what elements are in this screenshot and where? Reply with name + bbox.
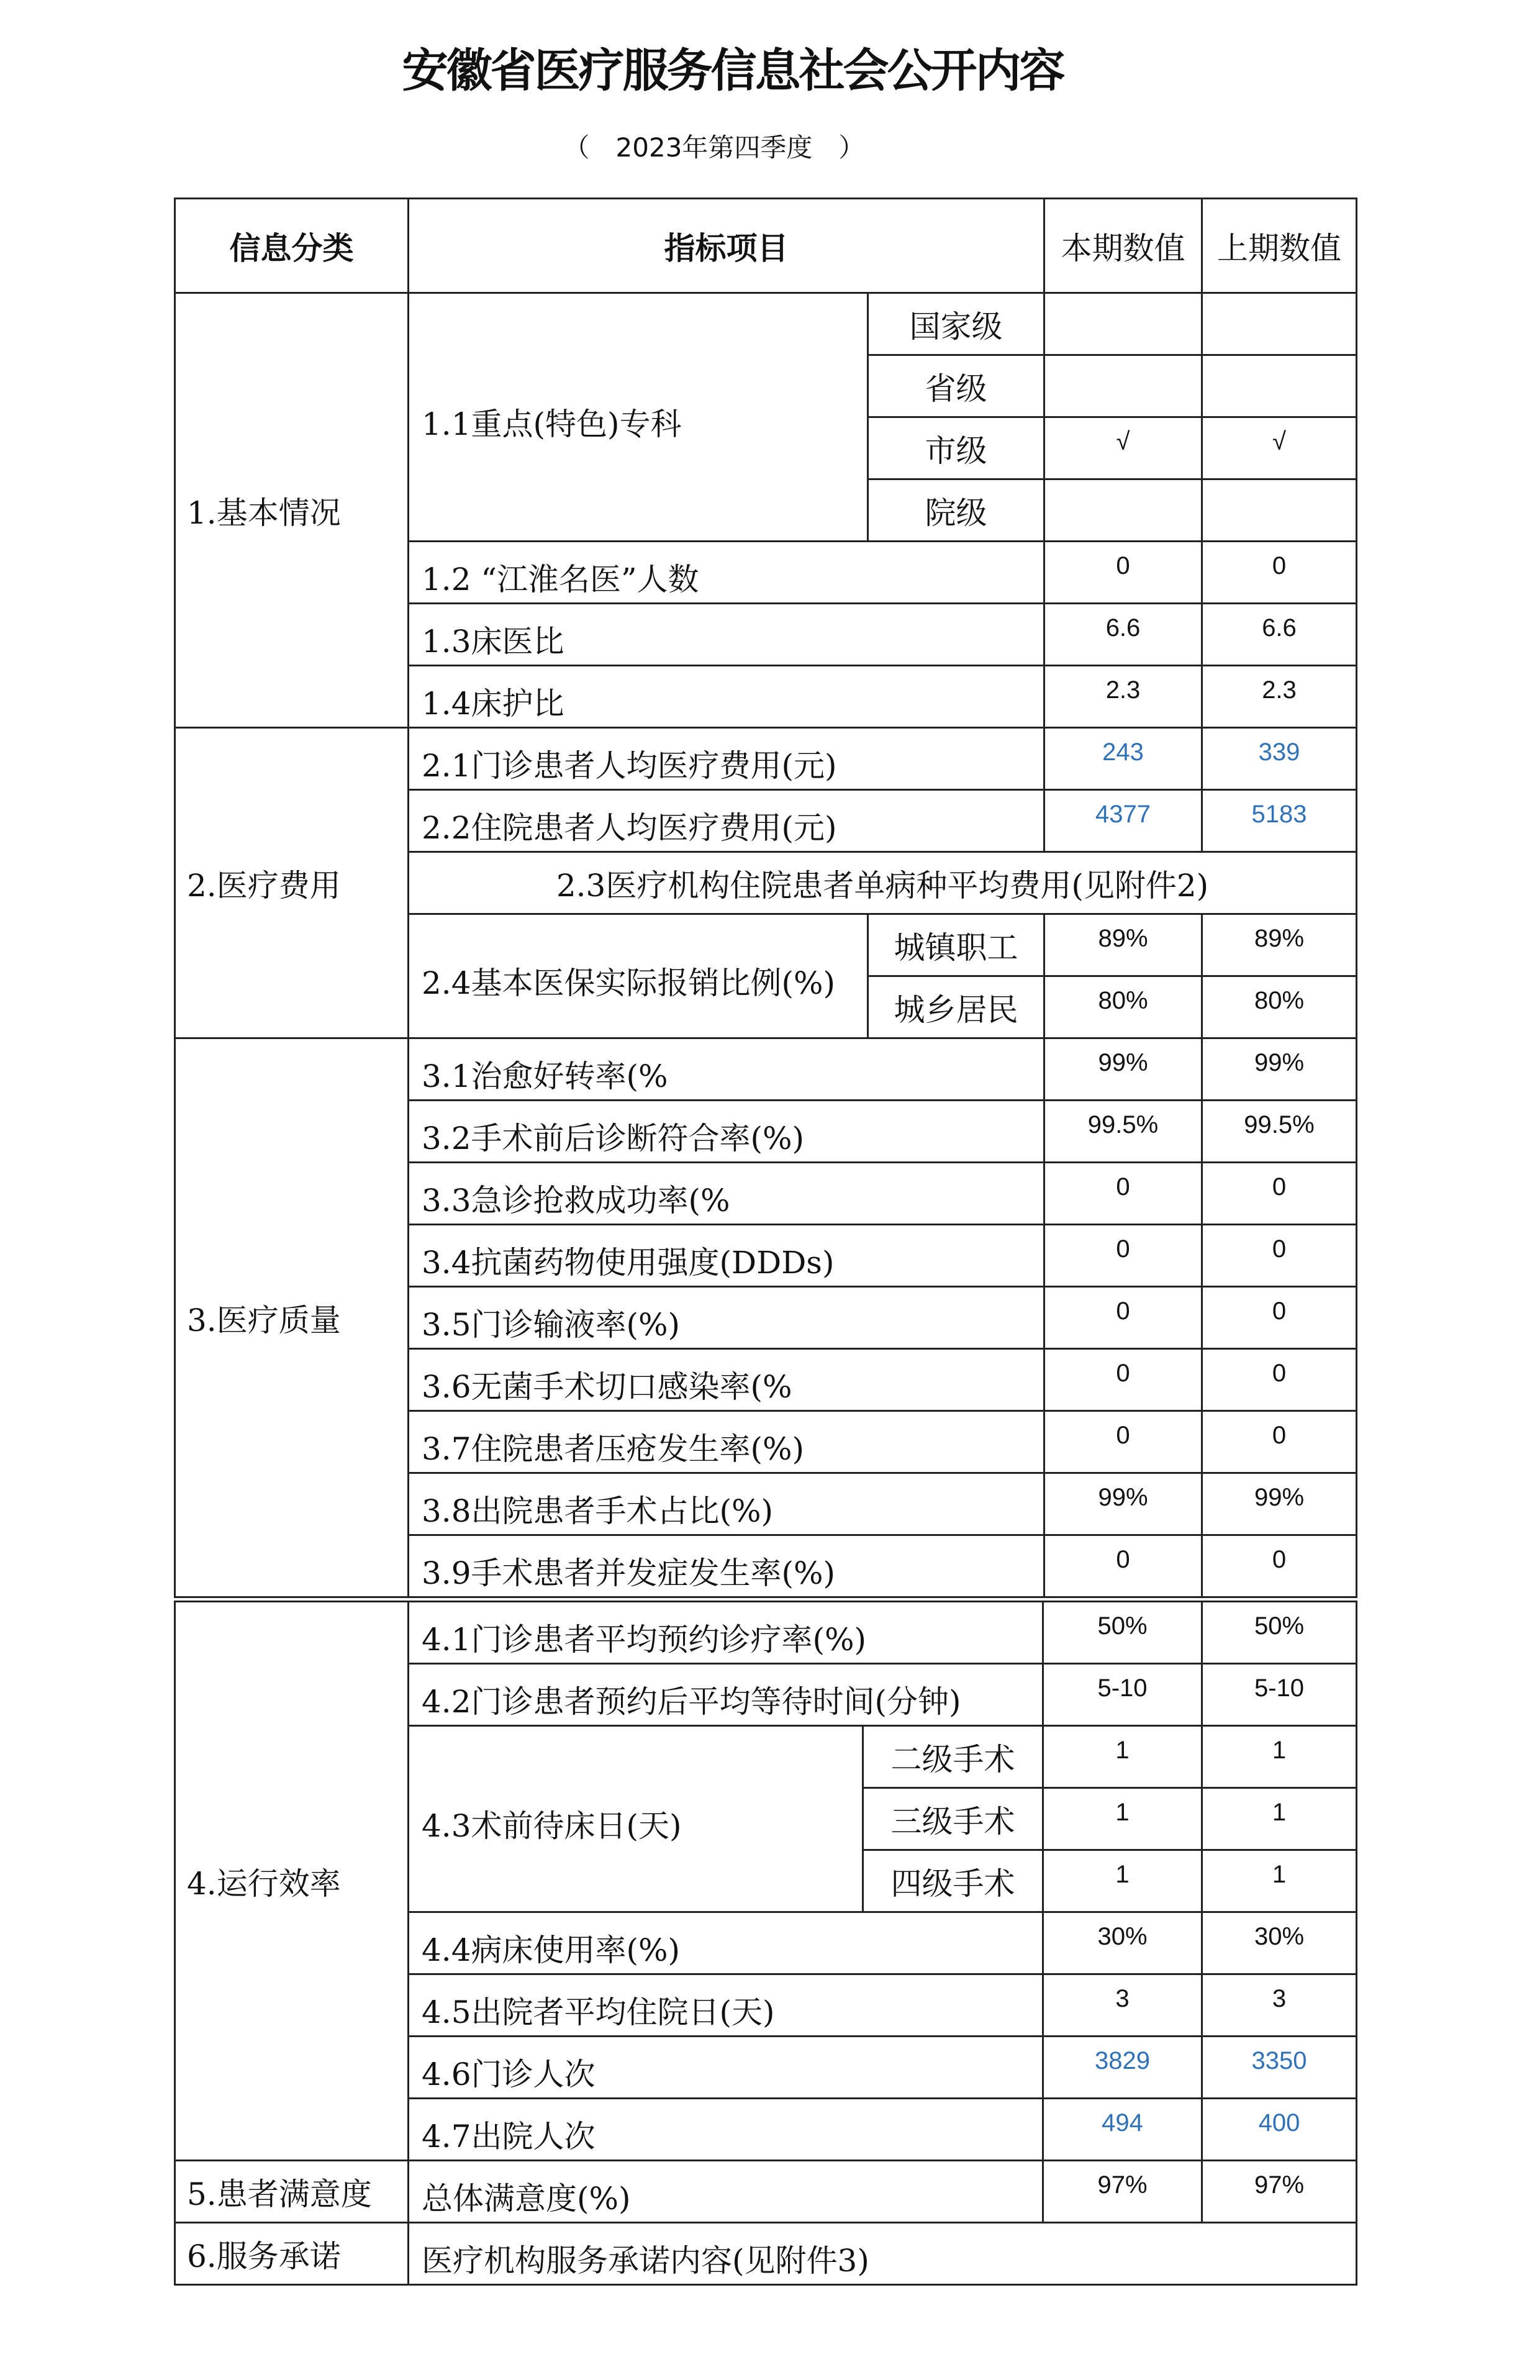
previous-value: 6.6 — [1202, 604, 1357, 666]
previous-value: 0 — [1202, 1287, 1357, 1349]
table-row — [175, 293, 1357, 355]
current-value — [1044, 355, 1202, 417]
header-current: 本期数值 — [1044, 199, 1202, 293]
header-indicator: 指标项目 — [409, 199, 1044, 293]
header-category: 信息分类 — [175, 199, 409, 293]
previous-value: 0 — [1202, 1225, 1357, 1287]
page-title: 安徽省医疗服务信息社会公开内容 — [402, 44, 1064, 98]
previous-value — [1202, 355, 1357, 417]
sub-indicator-cell: 院级 — [868, 479, 1044, 542]
current-value: 0 — [1044, 542, 1202, 604]
indicator-cell: 4.2门诊患者预约后平均等待时间(分钟) — [409, 1664, 1043, 1726]
current-value: 3 — [1043, 1974, 1202, 2037]
indicator-cell: 1.3床医比 — [409, 604, 1044, 666]
current-value: 0 — [1044, 1225, 1202, 1287]
indicator-cell: 3.8出院患者手术占比(%) — [409, 1473, 1044, 1535]
current-value: 4377 — [1044, 790, 1202, 852]
category-cell: 5.患者满意度 — [175, 2161, 409, 2223]
previous-value: 50% — [1202, 1602, 1357, 1664]
indicator-cell: 4.6门诊人次 — [409, 2037, 1043, 2099]
previous-value: 0 — [1202, 1163, 1357, 1225]
current-value: 30% — [1043, 1912, 1202, 1974]
sub-indicator-cell: 四级手术 — [863, 1850, 1043, 1912]
current-value: 80% — [1044, 976, 1202, 1038]
table-row — [175, 2223, 1357, 2285]
sub-indicator-cell: 国家级 — [868, 293, 1044, 355]
period-subtitle: （ 2023年第四季度 ） — [563, 132, 865, 163]
info-table-part1 — [174, 198, 1357, 1598]
sub-indicator-cell: 城乡居民 — [868, 976, 1044, 1038]
previous-value: √ — [1202, 417, 1357, 479]
indicator-cell: 4.4病床使用率(%) — [409, 1912, 1043, 1974]
indicator-cell: 医疗机构服务承诺内容(见附件3) — [409, 2223, 1357, 2285]
current-value: √ — [1044, 417, 1202, 479]
sub-indicator-cell: 省级 — [868, 355, 1044, 417]
previous-value: 1 — [1202, 1788, 1357, 1850]
previous-value: 5-10 — [1202, 1664, 1357, 1726]
current-value: 0 — [1044, 1163, 1202, 1225]
previous-value: 89% — [1202, 914, 1357, 976]
table-row — [175, 2161, 1357, 2223]
current-value: 97% — [1043, 2161, 1202, 2223]
indicator-cell: 3.4抗菌药物使用强度(DDDs) — [409, 1225, 1044, 1287]
previous-value: 1 — [1202, 1726, 1357, 1788]
previous-value: 0 — [1202, 542, 1357, 604]
previous-value: 99% — [1202, 1038, 1357, 1101]
current-value: 0 — [1044, 1535, 1202, 1597]
previous-value: 3 — [1202, 1974, 1357, 2037]
sub-indicator-cell: 城镇职工 — [868, 914, 1044, 976]
indicator-cell: 3.6无菌手术切口感染率(% — [409, 1349, 1044, 1411]
previous-value: 339 — [1202, 728, 1357, 790]
current-value: 50% — [1043, 1602, 1202, 1664]
category-cell: 6.服务承诺 — [175, 2223, 409, 2285]
current-value: 99% — [1044, 1473, 1202, 1535]
indicator-cell: 3.3急诊抢救成功率(% — [409, 1163, 1044, 1225]
indicator-cell: 2.4基本医保实际报销比例(%) — [409, 914, 868, 1038]
current-value — [1044, 479, 1202, 542]
current-value: 243 — [1044, 728, 1202, 790]
current-value: 2.3 — [1044, 666, 1202, 728]
header-previous: 上期数值 — [1202, 199, 1357, 293]
sub-indicator-cell: 市级 — [868, 417, 1044, 479]
previous-value: 0 — [1202, 1411, 1357, 1473]
category-cell: 1.基本情况 — [175, 293, 409, 728]
current-value: 1 — [1043, 1726, 1202, 1788]
indicator-cell: 总体满意度(%) — [409, 2161, 1043, 2223]
current-value: 5-10 — [1043, 1664, 1202, 1726]
previous-value — [1202, 479, 1357, 542]
current-value: 6.6 — [1044, 604, 1202, 666]
current-value: 99.5% — [1044, 1101, 1202, 1163]
previous-value: 2.3 — [1202, 666, 1357, 728]
current-value: 0 — [1044, 1287, 1202, 1349]
category-cell: 4.运行效率 — [175, 1602, 409, 2161]
current-value: 0 — [1044, 1349, 1202, 1411]
current-value: 89% — [1044, 914, 1202, 976]
sub-indicator-cell: 三级手术 — [863, 1788, 1043, 1850]
table-row — [175, 1038, 1357, 1101]
previous-value: 400 — [1202, 2099, 1357, 2161]
current-value — [1044, 293, 1202, 355]
indicator-cell: 3.2手术前后诊断符合率(%) — [409, 1101, 1044, 1163]
current-value: 3829 — [1043, 2037, 1202, 2099]
previous-value — [1202, 293, 1357, 355]
previous-value: 80% — [1202, 976, 1357, 1038]
indicator-cell: 3.9手术患者并发症发生率(%) — [409, 1535, 1044, 1597]
previous-value: 30% — [1202, 1912, 1357, 1974]
previous-value: 99% — [1202, 1473, 1357, 1535]
indicator-cell: 3.5门诊输液率(%) — [409, 1287, 1044, 1349]
indicator-cell: 4.7出院人次 — [409, 2099, 1043, 2161]
indicator-cell: 1.1重点(特色)专科 — [409, 293, 868, 542]
indicator-cell: 4.1门诊患者平均预约诊疗率(%) — [409, 1602, 1043, 1664]
indicator-cell: 2.2住院患者人均医疗费用(元) — [409, 790, 1044, 852]
category-cell: 2.医疗费用 — [175, 728, 409, 1038]
previous-value: 99.5% — [1202, 1101, 1357, 1163]
indicator-cell: 2.1门诊患者人均医疗费用(元) — [409, 728, 1044, 790]
category-cell: 3.医疗质量 — [175, 1038, 409, 1597]
indicator-cell: 3.7住院患者压疮发生率(%) — [409, 1411, 1044, 1473]
table-row — [175, 1602, 1357, 1664]
current-value: 99% — [1044, 1038, 1202, 1101]
previous-value: 3350 — [1202, 2037, 1357, 2099]
indicator-cell: 4.5出院者平均住院日(天) — [409, 1974, 1043, 2037]
current-value: 494 — [1043, 2099, 1202, 2161]
table-row — [175, 728, 1357, 790]
indicator-cell: 1.2 “江淮名医”人数 — [409, 542, 1044, 604]
sub-indicator-cell: 二级手术 — [863, 1726, 1043, 1788]
current-value: 1 — [1043, 1850, 1202, 1912]
previous-value: 1 — [1202, 1850, 1357, 1912]
indicator-cell: 3.1治愈好转率(% — [409, 1038, 1044, 1101]
indicator-cell: 1.4床护比 — [409, 666, 1044, 728]
previous-value: 0 — [1202, 1535, 1357, 1597]
table-header-row — [175, 199, 1357, 293]
previous-value: 5183 — [1202, 790, 1357, 852]
indicator-cell: 4.3术前待床日(天) — [409, 1726, 863, 1912]
indicator-cell: 2.3医疗机构住院患者单病种平均费用(见附件2) — [409, 852, 1357, 914]
previous-value: 0 — [1202, 1349, 1357, 1411]
current-value: 1 — [1043, 1788, 1202, 1850]
info-table-part2 — [174, 1601, 1357, 2286]
previous-value: 97% — [1202, 2161, 1357, 2223]
current-value: 0 — [1044, 1411, 1202, 1473]
